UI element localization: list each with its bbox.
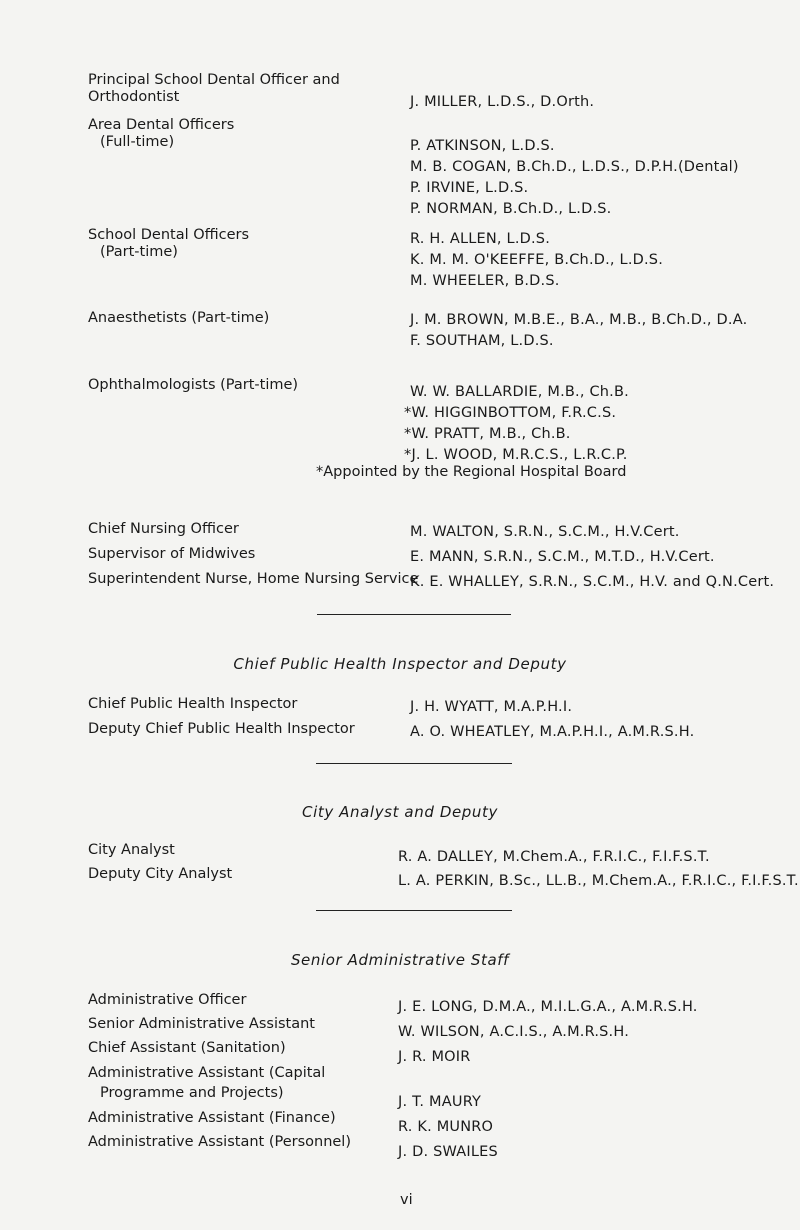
- list-item: J. H. WYATT, M.A.P.H.I.: [410, 699, 573, 715]
- hospital-board-footnote: *Appointed by the Regional Hospital Board: [316, 464, 627, 480]
- list-item: Administrative Assistant (Finance): [88, 1110, 336, 1126]
- analyst-values: [398, 845, 799, 893]
- ophthalmologists-values: [404, 382, 629, 466]
- admin-labels: [88, 988, 351, 1154]
- analyst-labels: [88, 838, 232, 886]
- page-number: vi: [400, 1192, 413, 1208]
- list-item: Chief Nursing Officer: [88, 521, 239, 537]
- list-item: J. E. LONG, D.M.A., M.I.L.G.A., A.M.R.S.H.: [398, 999, 698, 1015]
- list-item: *W. HIGGINBOTTOM, F.R.C.S.: [404, 405, 617, 421]
- list-item: M. WHEELER, B.D.S.: [410, 273, 560, 289]
- list-item: P. ATKINSON, L.D.S.: [410, 138, 555, 154]
- list-item: R. K. MUNRO: [398, 1119, 494, 1135]
- public-health-labels: [88, 692, 355, 742]
- list-item: M. B. COGAN, B.Ch.D., L.D.S., D.P.H.(Dental): [410, 159, 739, 175]
- list-item: K. M. M. O'KEEFFE, B.Ch.D., L.D.S.: [410, 252, 664, 268]
- list-item: Chief Assistant (Sanitation): [88, 1040, 286, 1056]
- public-health-heading: Chief Public Health Inspector and Deputy: [233, 655, 567, 673]
- list-item: City Analyst: [88, 842, 175, 858]
- list-item: P. IRVINE, L.D.S.: [410, 180, 529, 196]
- principal-dental-value: J. MILLER, L.D.S., D.Orth.: [410, 94, 595, 110]
- list-item: Administrative Assistant (Personnel): [88, 1134, 351, 1150]
- section-divider: [316, 763, 512, 764]
- nursing-labels: [88, 517, 418, 592]
- list-item: F. SOUTHAM, L.D.S.: [410, 333, 554, 349]
- analyst-heading: City Analyst and Deputy: [302, 803, 498, 821]
- nursing-values: [410, 520, 774, 595]
- list-item: P. NORMAN, B.Ch.D., L.D.S.: [410, 201, 612, 217]
- admin-heading: Senior Administrative Staff: [290, 951, 510, 969]
- list-item: Programme and Projects): [100, 1085, 284, 1101]
- list-item: W. WILSON, A.C.I.S., A.M.R.S.H.: [398, 1024, 630, 1040]
- ophthalmologists-label: Ophthalmologists (Part-time): [88, 377, 299, 393]
- list-item: *W. PRATT, M.B., Ch.B.: [404, 426, 571, 442]
- list-item: J. R. MOIR: [398, 1049, 471, 1065]
- list-item: A. O. WHEATLEY, M.A.P.H.I., A.M.R.S.H.: [410, 724, 695, 740]
- list-item: R. A. DALLEY, M.Chem.A., F.R.I.C., F.I.F.S.T.: [398, 849, 710, 865]
- list-item: J. D. SWAILES: [398, 1144, 498, 1160]
- list-item: K. E. WHALLEY, S.R.N., S.C.M., H.V. and Q.N.Cert.: [410, 574, 775, 590]
- area-dental-values: [410, 136, 739, 220]
- list-item: Chief Public Health Inspector: [88, 696, 298, 712]
- school-dental-label: School Dental Officers (Part-time): [88, 227, 250, 260]
- section-divider: [316, 910, 512, 911]
- list-item: Senior Administrative Assistant: [88, 1016, 315, 1032]
- list-item: J. M. BROWN, M.B.E., B.A., M.B., B.Ch.D., D.A.: [410, 312, 748, 328]
- principal-dental-label: Principal School Dental Officer and Orthodontist: [88, 72, 340, 105]
- list-item: Administrative Assistant (Capital: [88, 1065, 326, 1081]
- area-dental-label: Area Dental Officers (Full-time): [88, 117, 235, 150]
- list-item: L. A. PERKIN, B.Sc., LL.B., M.Chem.A., F.R.I.C., F.I.F.S.T.: [398, 873, 799, 889]
- list-item: Supervisor of Midwives: [88, 546, 256, 562]
- list-item: Administrative Officer: [88, 992, 247, 1008]
- school-dental-values: [410, 229, 663, 292]
- list-item: M. WALTON, S.R.N., S.C.M., H.V.Cert.: [410, 524, 680, 540]
- list-item: Deputy Chief Public Health Inspector: [88, 721, 355, 737]
- list-item: *J. L. WOOD, M.R.C.S., L.R.C.P.: [404, 447, 628, 463]
- list-item: J. T. MAURY: [398, 1094, 482, 1110]
- list-item: Deputy City Analyst: [88, 866, 233, 882]
- public-health-values: [410, 695, 694, 745]
- list-item: W. W. BALLARDIE, M.B., Ch.B.: [410, 384, 629, 400]
- list-item: E. MANN, S.R.N., S.C.M., M.T.D., H.V.Cert.: [410, 549, 715, 565]
- section-divider: [317, 614, 511, 615]
- admin-values: [398, 995, 698, 1165]
- anaesthetists-label: Anaesthetists (Part-time): [88, 310, 270, 326]
- anaesthetists-values: [410, 310, 747, 352]
- list-item: R. H. ALLEN, L.D.S.: [410, 231, 551, 247]
- list-item: Superintendent Nurse, Home Nursing Service: [88, 571, 419, 587]
